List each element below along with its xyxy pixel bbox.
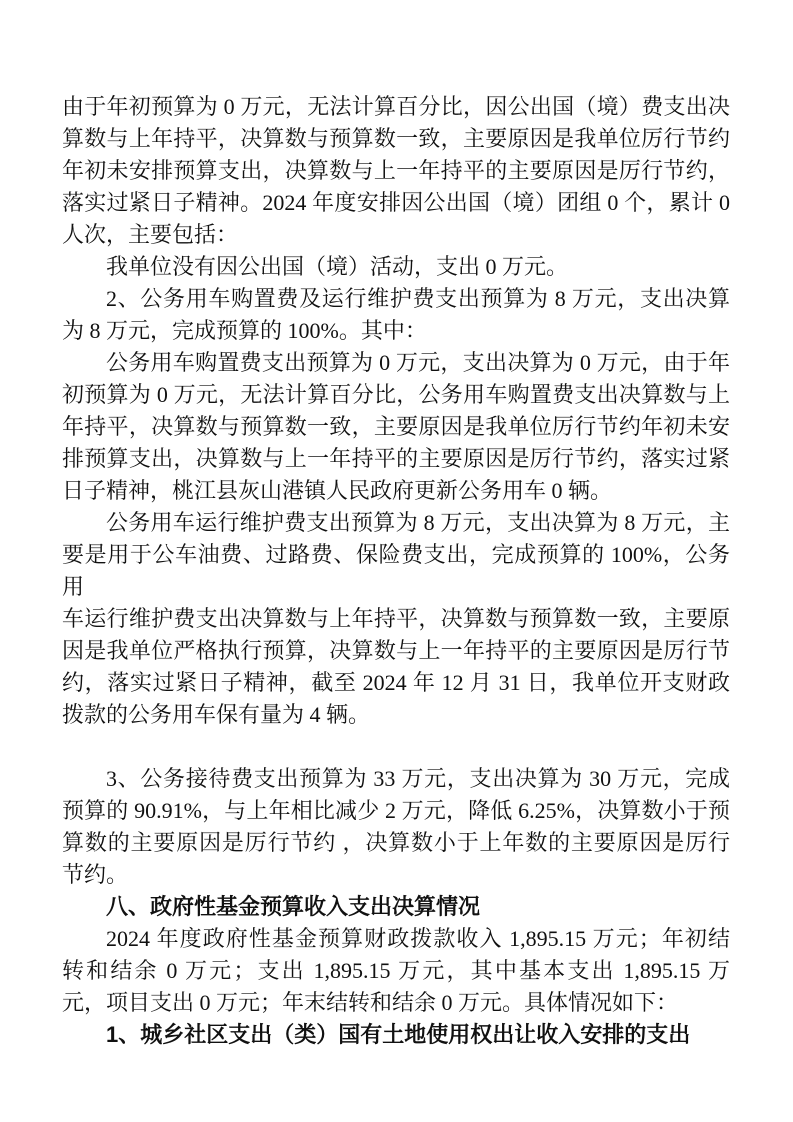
text-line: 初预算为 0 万元，无法计算百分比，公务用车购置费支出决算数与上 (62, 382, 730, 407)
text-line: 预算的 90.91%，与上年相比减少 2 万元，降低 6.25%，决算数小于预 (62, 798, 730, 823)
text-line: 由于年初预算为 0 万元，无法计算百分比，因公出国（境）费支出决 (62, 94, 730, 119)
text-line: 车运行维护费支出决算数与上年持平，决算数与预算数一致，主要原 (62, 606, 730, 631)
text-line: 公务用车运行维护费支出预算为 8 万元，支出决算为 8 万元，主 (106, 510, 730, 535)
text-line: 1、城乡社区支出（类）国有土地使用权出让收入安排的支出 (106, 1022, 691, 1047)
para-vehicle-maintenance (62, 507, 730, 731)
text-line: 3、公务接待费支出预算为 33 万元，支出决算为 30 万元，完成 (106, 766, 730, 791)
text-line: 拨款的公务用车保有量为 4 辆。 (62, 702, 371, 727)
text-line: 我单位没有因公出国（境）活动，支出 0 万元。 (106, 254, 569, 279)
para-official-reception (62, 763, 730, 891)
text-line: 元，项目支出 0 万元；年末结转和结余 0 万元。具体情况如下： (62, 990, 679, 1015)
text-line: 八、政府性基金预算收入支出决算情况 (106, 894, 481, 919)
text-line: 算数与上年持平，决算数与预算数一致，主要原因是我单位厉行节约 (62, 126, 730, 151)
heading-section-8-gov-fund (62, 891, 730, 923)
para-foreign-travel-continued (62, 91, 730, 251)
text-line: 人次，主要包括： (62, 222, 239, 247)
text-line: 算数的主要原因是厉行节约 ，决算数小于上年数的主要原因是厉行 (62, 830, 730, 855)
text-line: 转和结余 0 万元；支出 1,895.15 万元，其中基本支出 1,895.15 万 (62, 958, 730, 983)
para-no-foreign-travel (62, 251, 730, 283)
text-line: 排预算支出，决算数与上一年持平的主要原因是厉行节约，落实过紧 (62, 446, 730, 471)
text-line: 节约。 (62, 862, 129, 887)
text-line: 2024 年度政府性基金预算财政拨款收入 1,895.15 万元；年初结 (106, 926, 730, 951)
para-vehicle-purchase (62, 347, 730, 507)
text-line: 日子精神，桃江县灰山港镇人民政府更新公务用车 0 辆。 (62, 478, 613, 503)
text-line: 因是我单位严格执行预算，决算数与上一年持平的主要原因是厉行节 (62, 638, 730, 663)
text-line: 要是用于公车油费、过路费、保险费支出，完成预算的 100%，公务用 (62, 542, 730, 599)
document-body (62, 91, 730, 1051)
para-gov-fund-budget-detail (62, 923, 730, 1019)
text-line: 公务用车购置费支出预算为 0 万元，支出决算为 0 万元，由于年 (106, 350, 730, 375)
text-line: 年持平，决算数与预算数一致，主要原因是我单位厉行节约年初未安 (62, 414, 730, 439)
heading-urban-rural-community-expenditure (62, 1019, 730, 1051)
text-line: 年初未安排预算支出，决算数与上一年持平的主要原因是厉行节约， (62, 158, 730, 183)
text-line: 2、公务用车购置费及运行维护费支出预算为 8 万元，支出决算 (106, 286, 730, 311)
blank-spacer-line (62, 731, 730, 763)
text-line: 落实过紧日子精神。2024 年度安排因公出国（境）团组 0 个，累计 0 (62, 190, 730, 215)
text-line: 约，落实过紧日子精神，截至 2024 年 12 月 31 日，我单位开支财政 (62, 670, 730, 695)
text-line: 为 8 万元，完成预算的 100%。其中： (62, 318, 427, 343)
para-vehicle-total (62, 283, 730, 347)
